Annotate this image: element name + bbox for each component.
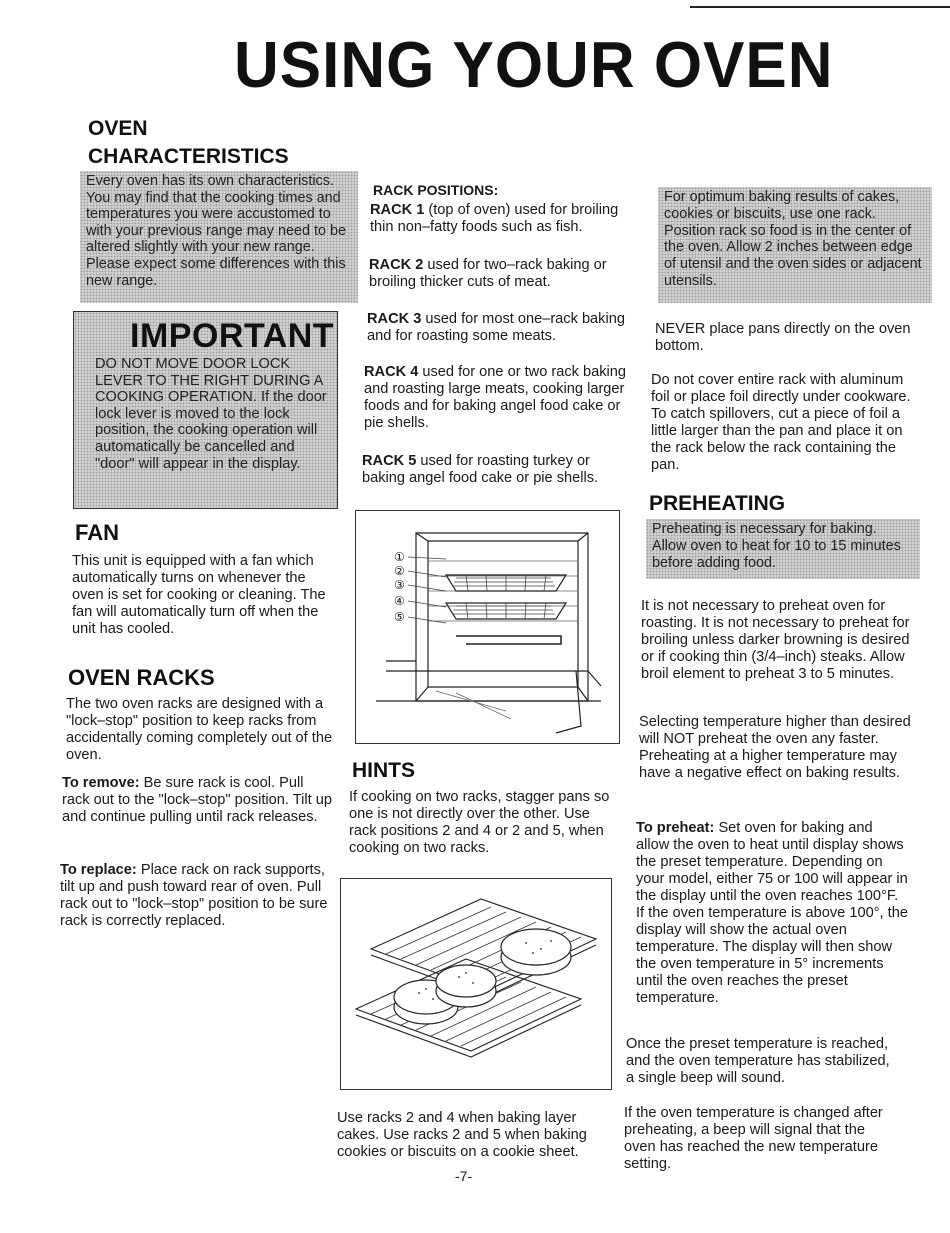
- rack-3-label: RACK 3: [367, 311, 422, 327]
- to-preheat-text: Set oven for baking and allow the oven to heat until display shows the preset temperature. Depending on your model, either 75 or 100 will appear in the display until the oven reaches 100°F. If the oven temperature is above 100°, the display will show the actual oven temperature. The display will then show the oven temperature in 5° increments until the oven reaches the preset temperature.: [636, 820, 908, 1006]
- preheating-heading: PREHEATING: [649, 492, 786, 515]
- to-preheat-label: To preheat:: [636, 820, 715, 836]
- preheating-paragraph-2: Selecting temperature higher than desired will NOT preheat the oven any faster. Preheating at a higher temperature may have a negative effect on baking results.: [639, 714, 911, 781]
- rack-5-text: used for roasting turkey or baking angel food cake or pie shells.: [362, 453, 599, 486]
- preheating-tip: Preheating is necessary for baking. Allow oven to heat for 10 to 15 minutes before adding food.: [646, 519, 920, 579]
- fan-text: This unit is equipped with a fan which automatically turns on whenever the oven is set for cooking or cleaning. The fan will automatically turn off when the unit has cooled.: [72, 553, 326, 637]
- rack-positions-heading: RACK POSITIONS:: [373, 182, 499, 198]
- oven-characteristics-heading-line2: CHARACTERISTICS: [88, 145, 289, 168]
- oven-characteristics-text: Every oven has its own characteristics. You may find that the cooking times and temperatures you were accustomed to with your previous range may need to be altered slightly with your new range. Please expect some differences with this new range.: [80, 171, 358, 303]
- rack-2-label: RACK 2: [369, 257, 424, 273]
- rack-3-paragraph: [367, 311, 639, 345]
- oven-characteristics-heading-line1: OVEN: [88, 117, 148, 140]
- rack-4-paragraph: [364, 364, 636, 432]
- staggered-pans-illustration: [341, 879, 611, 1089]
- to-replace-label: To replace:: [60, 862, 137, 878]
- rack-1-text: (top of oven) used for broiling thin non–fatty foods such as fish.: [370, 202, 619, 235]
- to-preheat-paragraph: [636, 820, 908, 1007]
- preheating-paragraph-1: It is not necessary to preheat oven for roasting. It is not necessary to preheat for broiling unless darker browning is desired or if cooking thin (3/4–inch) steaks. Allow broil element to preheat 3 to 5 minutes.: [641, 598, 910, 682]
- preheating-paragraph-5: If the oven temperature is changed after preheating, a beep will signal that the oven has reached the new temperature setting.: [624, 1105, 883, 1172]
- rack-2-paragraph: [369, 257, 639, 291]
- to-remove-label: To remove:: [62, 775, 140, 791]
- preheating-paragraph-4: Once the preset temperature is reached, and the oven temperature has stabilized, a single beep will sound.: [626, 1036, 890, 1086]
- rack-3-text: used for most one–rack baking and for roasting some meats.: [367, 311, 625, 344]
- fan-heading: FAN: [75, 520, 119, 545]
- rack-number-1: ①: [394, 550, 405, 564]
- to-remove-paragraph: [62, 775, 332, 826]
- rack-5-label: RACK 5: [362, 453, 417, 469]
- to-remove-text: Be sure rack is cool. Pull rack out to the "lock–stop" position. Tilt up and continue pulling until rack releases.: [62, 775, 332, 825]
- aluminum-foil-text: Do not cover entire rack with aluminum foil or place foil directly under cookware. To catch spillovers, cut a piece of foil a little larger than the pan and place it on the rack below the rack containing the pan.: [651, 372, 911, 473]
- staggered-pans-figure: [340, 878, 612, 1090]
- top-rule: [690, 6, 950, 8]
- rack-number-5: ⑤: [394, 610, 405, 624]
- oven-rack-positions-figure: [355, 510, 620, 744]
- never-place-pans-text: NEVER place pans directly on the oven bottom.: [655, 321, 911, 354]
- hints-figure-caption: Use racks 2 and 4 when baking layer cakes. Use racks 2 and 5 when baking cookies or biscuits on a cookie sheet.: [337, 1110, 587, 1160]
- page-number: -7-: [455, 1168, 473, 1184]
- rack-1-paragraph: [370, 202, 640, 236]
- rack-number-3: ③: [394, 578, 405, 592]
- optimum-baking-tip: For optimum baking results of cakes, cookies or biscuits, use one rack. Position rack so food is in the center of the oven. Allow 2 inches between edge of utensil and the oven sides or adjacent utensils.: [658, 187, 932, 303]
- rack-4-label: RACK 4: [364, 364, 419, 380]
- to-replace-paragraph: [60, 862, 332, 930]
- to-replace-text: Place rack on rack supports, tilt up and push toward rear of oven. Pull rack out to "lock–stop" position to be sure rack is correctly replaced.: [60, 862, 328, 929]
- hints-text: If cooking on two racks, stagger pans so one is not directly over the other. Use rack positions 2 and 4 or 2 and 5, when cooking on two racks.: [349, 789, 610, 856]
- rack-4-text: used for one or two rack baking and roasting large meats, cooking larger foods and for baking angel food cake or pie shells.: [364, 364, 626, 431]
- oven-racks-intro: The two oven racks are designed with a "lock–stop" position to keep racks from accidentally coming completely out of the oven.: [66, 696, 333, 763]
- hints-heading: HINTS: [352, 759, 415, 782]
- rack-5-paragraph: [362, 453, 634, 487]
- oven-interior-illustration: [356, 511, 619, 743]
- rack-number-4: ④: [394, 594, 405, 608]
- important-heading: IMPORTANT: [130, 317, 335, 355]
- oven-racks-heading: OVEN RACKS: [68, 665, 215, 690]
- rack-number-2: ②: [394, 564, 405, 578]
- page-title: USING YOUR OVEN: [234, 29, 834, 102]
- rack-1-label: RACK 1: [370, 202, 425, 218]
- rack-2-text: used for two–rack baking or broiling thicker cuts of meat.: [369, 257, 607, 290]
- important-text: DO NOT MOVE DOOR LOCK LEVER TO THE RIGHT DURING A COOKING OPERATION. If the door lock lever is moved to the lock position, the cooking operation will automatically be cancelled and "door" will appear in the display.: [95, 356, 327, 472]
